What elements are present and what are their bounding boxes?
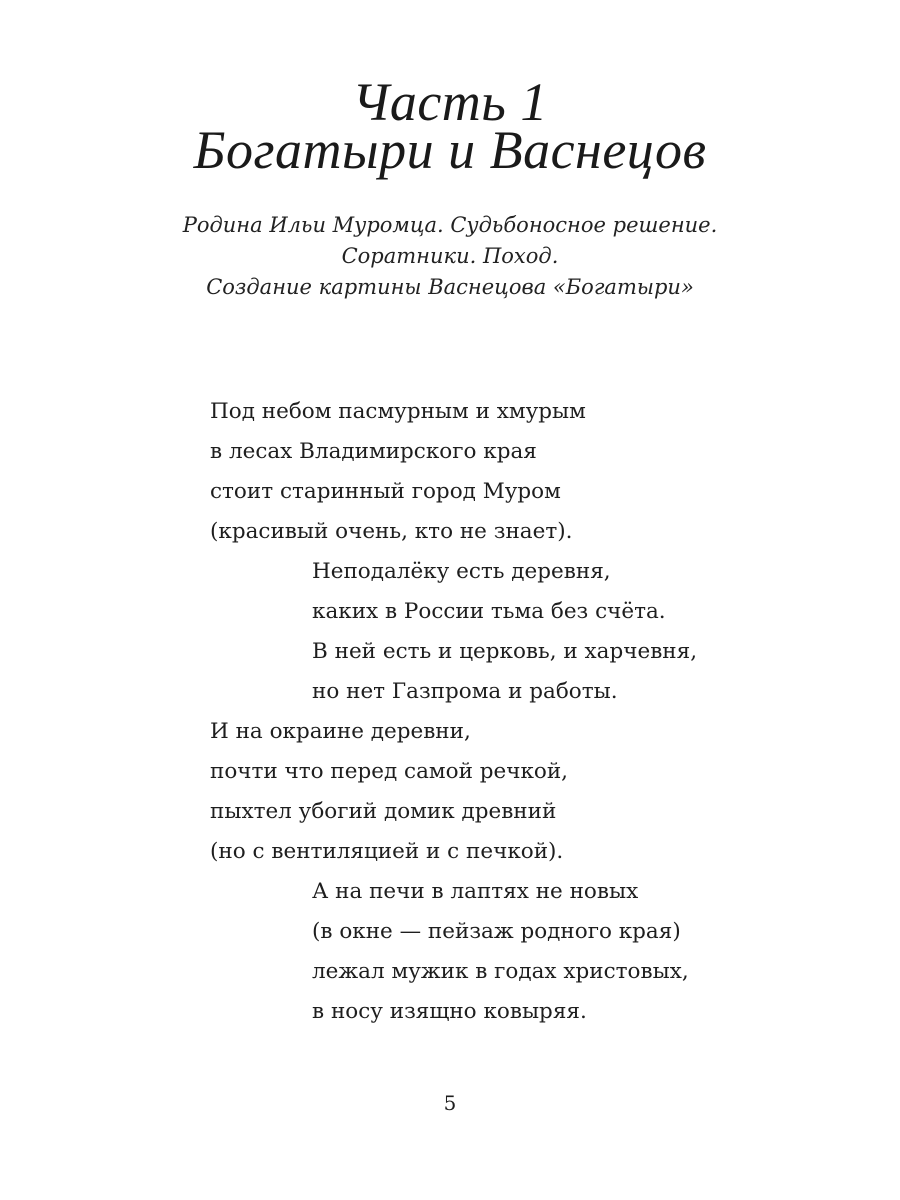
poem-line: В ней есть и церковь, и харчевня, [312, 639, 698, 664]
poem-line: пыхтел убогий домик древний [210, 799, 557, 824]
poem-line: почти что перед самой речкой, [210, 759, 568, 784]
poem-line: (в окне — пейзаж родного края) [312, 919, 681, 944]
chapter-summary-line-2: Соратники. Поход. [341, 244, 559, 268]
poem-line: Неподалёку есть деревня, [312, 559, 611, 584]
poem-line: И на окраине деревни, [210, 719, 471, 744]
poem-line: но нет Газпрома и работы. [312, 679, 618, 704]
poem-line: А на печи в лаптях не новых [312, 879, 639, 904]
poem-line: (но с вентиляцией и с печкой). [210, 839, 564, 864]
poem-line: каких в России тьма без счёта. [312, 599, 666, 624]
chapter-title-name: Богатыри и Васнецов [193, 120, 707, 180]
poem-line: (красивый очень, кто не знает). [210, 519, 573, 544]
poem-line: Под небом пасмурным и хмурым [210, 399, 586, 424]
chapter-summary-line-1: Родина Ильи Муромца. Судьбоносное решение. [182, 213, 718, 237]
poem-line: лежал мужик в годах христовых, [312, 959, 689, 984]
chapter-summary-line-3: Создание картины Васнецова «Богатыри» [206, 275, 694, 299]
page-number: 5 [443, 1091, 457, 1115]
chapter-title-part: Часть 1 [352, 72, 548, 132]
poem-line: стоит старинный город Муром [210, 479, 561, 504]
poem-line: в носу изящно ковыряя. [312, 999, 587, 1024]
poem-line: в лесах Владимирского края [210, 439, 537, 464]
